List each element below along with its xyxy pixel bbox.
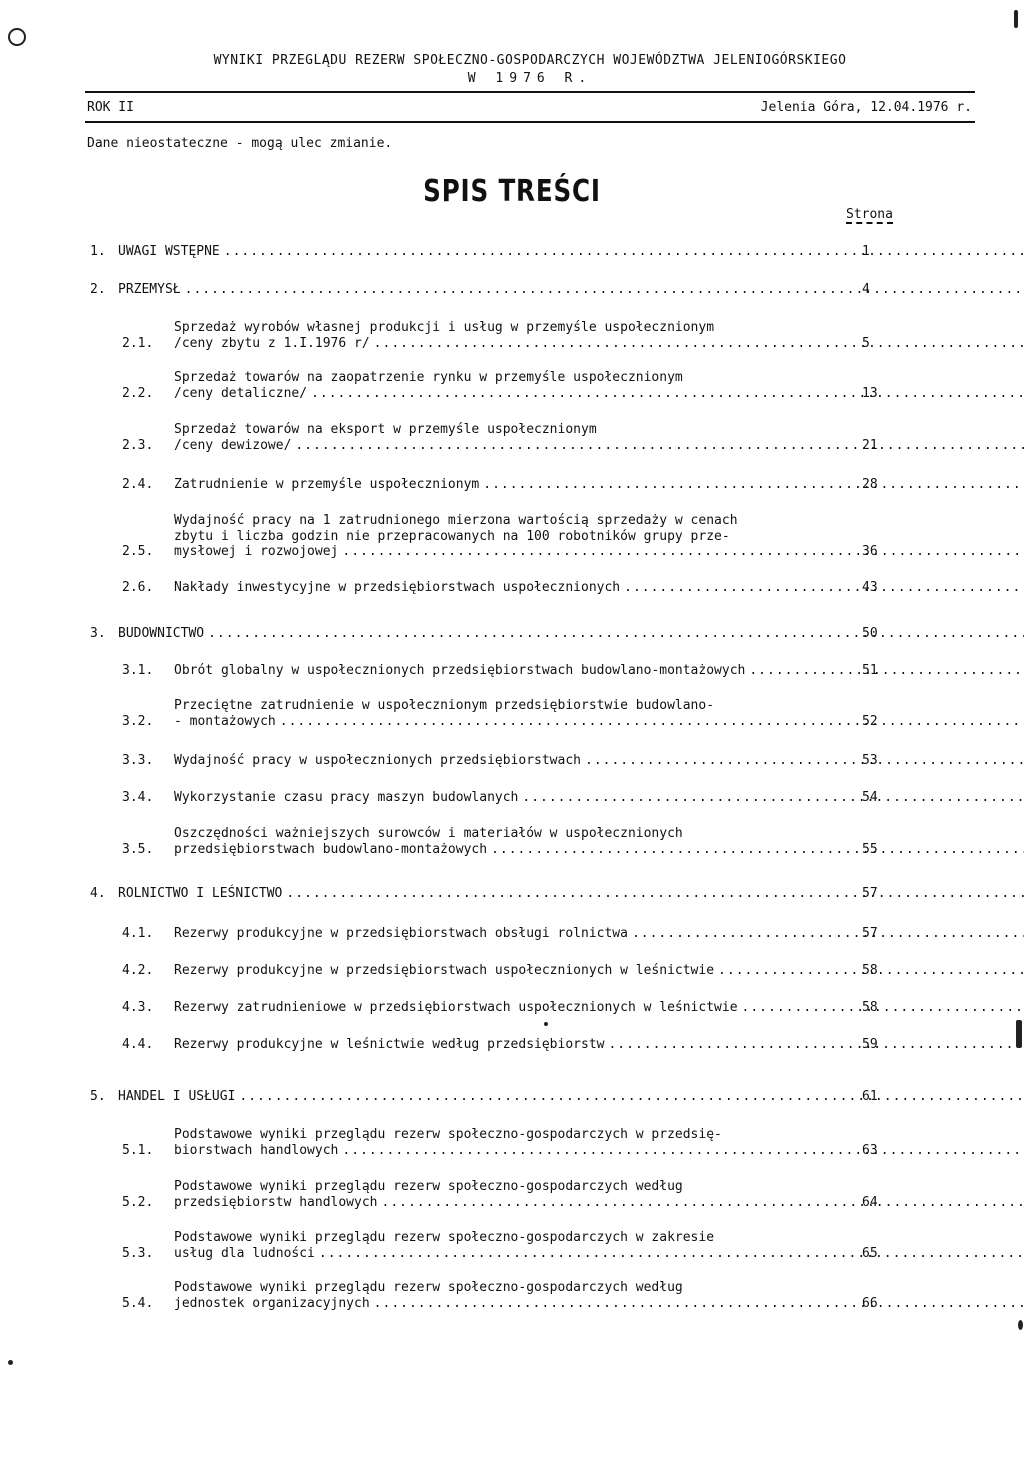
toc-entry-text: zbytu i liczba godzin nie przepracowanych na 100 robotników grupy prze- — [174, 528, 730, 544]
toc-entry-number: 2.4. — [122, 477, 154, 492]
toc-entry-page: 5 — [862, 335, 870, 351]
toc-entry — [90, 282, 845, 298]
toc-entry — [122, 926, 845, 942]
toc-entry-page: 28 — [862, 477, 878, 492]
toc-entry-text: Rezerwy produkcyjne w przedsiębiorstwach uspołecznionych w leśnictwie — [174, 963, 715, 978]
toc-entry-number: 2.1. — [122, 335, 154, 351]
toc-entry-text: Sprzedaż towarów na eksport w przemyśle uspołecznionym — [174, 422, 597, 437]
toc-entry-text: przedsiębiorstw handlowych — [174, 1194, 378, 1210]
dot-leader — [374, 336, 1024, 352]
year-label: ROK II — [87, 100, 134, 115]
toc-entry-page: 59 — [862, 1037, 878, 1052]
toc-entry-number: 3.1. — [122, 663, 154, 678]
toc-entry — [122, 790, 845, 806]
toc-entry — [122, 663, 845, 679]
toc-entry-page: 65 — [862, 1245, 878, 1261]
toc-entry — [122, 513, 845, 560]
toc-entry-text: Nakłady inwestycyjne w przedsiębiorstwach uspołecznionych — [174, 580, 621, 595]
toc-entry-page: 4 — [862, 282, 870, 297]
toc-entry-text: biorstwach handlowych — [174, 1142, 339, 1158]
dot-leader — [319, 1246, 1024, 1262]
toc-entry-number: 3.5. — [122, 841, 154, 857]
dot-leader — [624, 580, 1024, 596]
toc-entry-text: Sprzedaż wyrobów własnej produkcji i usług w przemyśle uspołecznionym — [174, 320, 715, 335]
scan-speck — [8, 1360, 13, 1365]
toc-entry-text: Rezerwy produkcyjne w przedsiębiorstwach obsługi rolnictwa — [174, 926, 628, 941]
scan-speck — [1016, 1020, 1022, 1048]
toc-entry — [122, 753, 845, 769]
dot-leader — [382, 1195, 1024, 1211]
toc-entry — [122, 370, 845, 401]
toc-entry-text: Wydajność pracy na 1 zatrudnionego mierzona wartością sprzedaży w cenach — [174, 513, 738, 528]
toc-entry-number: 3.4. — [122, 790, 154, 805]
toc-entry-number: 3.3. — [122, 753, 154, 768]
toc-entry-page: 55 — [862, 841, 878, 857]
toc-entry — [122, 580, 845, 596]
scan-speck — [1014, 10, 1018, 28]
toc-entry-page: 50 — [862, 626, 878, 641]
toc-entry — [90, 1089, 845, 1105]
toc-entry-text: /ceny detaliczne/ — [174, 385, 308, 401]
toc-entry-page: 21 — [862, 437, 878, 453]
report-title-line1: WYNIKI PRZEGLĄDU REZERW SPOŁECZNO-GOSPODARCZYCH WOJEWÓDZTWA JELENIOGÓRSKIEGO — [213, 53, 847, 68]
toc-entry-number: 5.2. — [122, 1194, 154, 1210]
dot-leader — [483, 477, 1024, 493]
dot-leader — [522, 790, 1024, 806]
dot-leader — [280, 714, 1024, 730]
toc-entry-text: Sprzedaż towarów na zaopatrzenie rynku w przemyśle uspołecznionym — [174, 370, 683, 385]
toc-entry-text: Zatrudnienie w przemyśle uspołecznionym — [174, 477, 480, 492]
dot-leader — [295, 438, 1024, 454]
dot-leader — [286, 886, 1024, 902]
toc-entry-number: 2.3. — [122, 437, 154, 453]
toc-entry-text: Rezerwy zatrudnieniowe w przedsiębiorstwach uspołecznionych w leśnictwie — [174, 1000, 738, 1015]
toc-entry-page: 51 — [862, 663, 878, 678]
toc-entry-text: Oszczędności ważniejszych surowców i materiałów w uspołecznionych — [174, 826, 683, 841]
dot-leader — [491, 842, 1024, 858]
toc-entry-page: 53 — [862, 753, 878, 768]
toc-entry-number: 1. — [90, 244, 106, 259]
toc-entry-text: Podstawowe wyniki przeglądu rezerw społeczno-gospodarczych według — [174, 1179, 683, 1194]
dot-leader — [632, 926, 1024, 942]
toc-entry-text: jednostek organizacyjnych — [174, 1295, 370, 1311]
scan-speck — [1018, 1320, 1023, 1330]
toc-entry-text: Obrót globalny w uspołecznionych przedsiębiorstwach budowlano-montażowych — [174, 663, 746, 678]
toc-entry-number: 5.1. — [122, 1142, 154, 1158]
toc-entry-text: Wykorzystanie czasu pracy maszyn budowlanych — [174, 790, 519, 805]
toc-entry-page: 58 — [862, 963, 878, 978]
toc-entry — [122, 826, 845, 857]
toc-entry-number: 2. — [90, 282, 106, 297]
toc-entry-page: 57 — [862, 886, 878, 901]
toc-entry — [90, 626, 845, 642]
toc-entry-text: PRZEMYSŁ — [118, 282, 181, 297]
toc-entry-page: 1 — [862, 244, 870, 259]
toc-entry-number: 5.4. — [122, 1295, 154, 1311]
toc-entry-text: Rezerwy produkcyjne w leśnictwie według przedsiębiorstw — [174, 1037, 605, 1052]
toc-entry-text: - montażowych — [174, 713, 276, 729]
toc-entry-text: usług dla ludności — [174, 1245, 315, 1261]
toc-entry — [122, 698, 845, 729]
toc-entry-text: UWAGI WSTĘPNE — [118, 244, 220, 259]
toc-entry-text: BUDOWNICTWO — [118, 626, 205, 641]
toc-entry-text: HANDEL I USŁUGI — [118, 1089, 236, 1104]
dot-leader — [342, 544, 1024, 560]
toc-entry-page: 61 — [862, 1089, 878, 1104]
header-rule-top — [85, 91, 975, 93]
dot-leader — [342, 1143, 1024, 1159]
report-title-line2: W 1976 R. — [467, 71, 593, 86]
toc-entry — [122, 1230, 845, 1261]
toc-entry-text: Podstawowe wyniki przeglądu rezerw społeczno-gospodarczych w przedsię- — [174, 1127, 722, 1142]
dot-leader — [224, 244, 1024, 260]
toc-entry-page: 36 — [862, 544, 878, 559]
toc-entry-page: 52 — [862, 713, 878, 729]
toc-entry-text: Podstawowe wyniki przeglądu rezerw społeczno-gospodarczych według — [174, 1280, 683, 1295]
toc-entry — [122, 320, 845, 351]
toc-entry — [90, 886, 845, 902]
toc-entry-number: 4.3. — [122, 1000, 154, 1015]
toc-entry-page: 43 — [862, 580, 878, 595]
toc-entry-page: 66 — [862, 1295, 878, 1311]
dot-leader — [585, 753, 1024, 769]
toc-entry — [122, 422, 845, 453]
toc-entry — [122, 963, 845, 979]
dot-leader — [608, 1037, 1024, 1053]
toc-entry-text: /ceny dewizowe/ — [174, 437, 292, 453]
dot-leader — [311, 386, 1024, 402]
page-column-label: Strona — [846, 207, 893, 222]
toc-entry-number: 2.5. — [122, 544, 154, 559]
toc-entry-page: 64 — [862, 1194, 878, 1210]
disclaimer-note: Dane nieostateczne - mogą ulec zmianie. — [87, 136, 393, 151]
header-rule-bottom — [85, 121, 975, 123]
place-date: Jelenia Góra, 12.04.1976 r. — [760, 100, 972, 115]
toc-entry-page: 54 — [862, 790, 878, 805]
scan-speck — [8, 28, 26, 46]
toc-entry-text: Wydajność pracy w uspołecznionych przedsiębiorstwach — [174, 753, 581, 768]
scan-speck — [544, 1022, 548, 1026]
toc-entry-number: 4.1. — [122, 926, 154, 941]
toc-entry — [122, 477, 845, 493]
toc-entry — [90, 244, 845, 260]
toc-entry-page: 58 — [862, 1000, 878, 1015]
toc-entry-number: 5. — [90, 1089, 106, 1104]
toc-entry-number: 2.6. — [122, 580, 154, 595]
toc-entry — [122, 1127, 845, 1158]
dot-leader — [374, 1296, 1024, 1312]
toc-entry-text: Przeciętne zatrudnienie w uspołecznionym przedsiębiorstwie budowlano- — [174, 698, 715, 713]
toc-entry-number: 3. — [90, 626, 106, 641]
toc-entry-page: 63 — [862, 1142, 878, 1158]
toc-entry — [122, 1037, 845, 1053]
dot-leader — [239, 1089, 1024, 1105]
toc-entry-number: 4.2. — [122, 963, 154, 978]
toc-entry-page: 57 — [862, 926, 878, 941]
toc-entry-number: 4. — [90, 886, 106, 901]
toc-entry-number: 5.3. — [122, 1245, 154, 1261]
toc-entry-text: Podstawowe wyniki przeglądu rezerw społeczno-gospodarczych w zakresie — [174, 1230, 715, 1245]
toc-entry-text: mysłowej i rozwojowej — [174, 544, 339, 559]
toc-entry-number: 2.2. — [122, 385, 154, 401]
toc-entry-text: ROLNICTWO I LEŚNICTWO — [118, 886, 283, 901]
toc-entry-number: 4.4. — [122, 1037, 154, 1052]
toc-entry-page: 13 — [862, 385, 878, 401]
toc-entry-number: 3.2. — [122, 713, 154, 729]
toc-entry — [122, 1280, 845, 1311]
toc-entry — [122, 1179, 845, 1210]
toc-entry-text: przedsiębiorstwach budowlano-montażowych — [174, 841, 488, 857]
toc-entry-text: /ceny zbytu z 1.I.1976 r/ — [174, 335, 370, 351]
toc-entry — [122, 1000, 845, 1016]
toc-heading: SPIS TREŚCI — [423, 174, 601, 209]
